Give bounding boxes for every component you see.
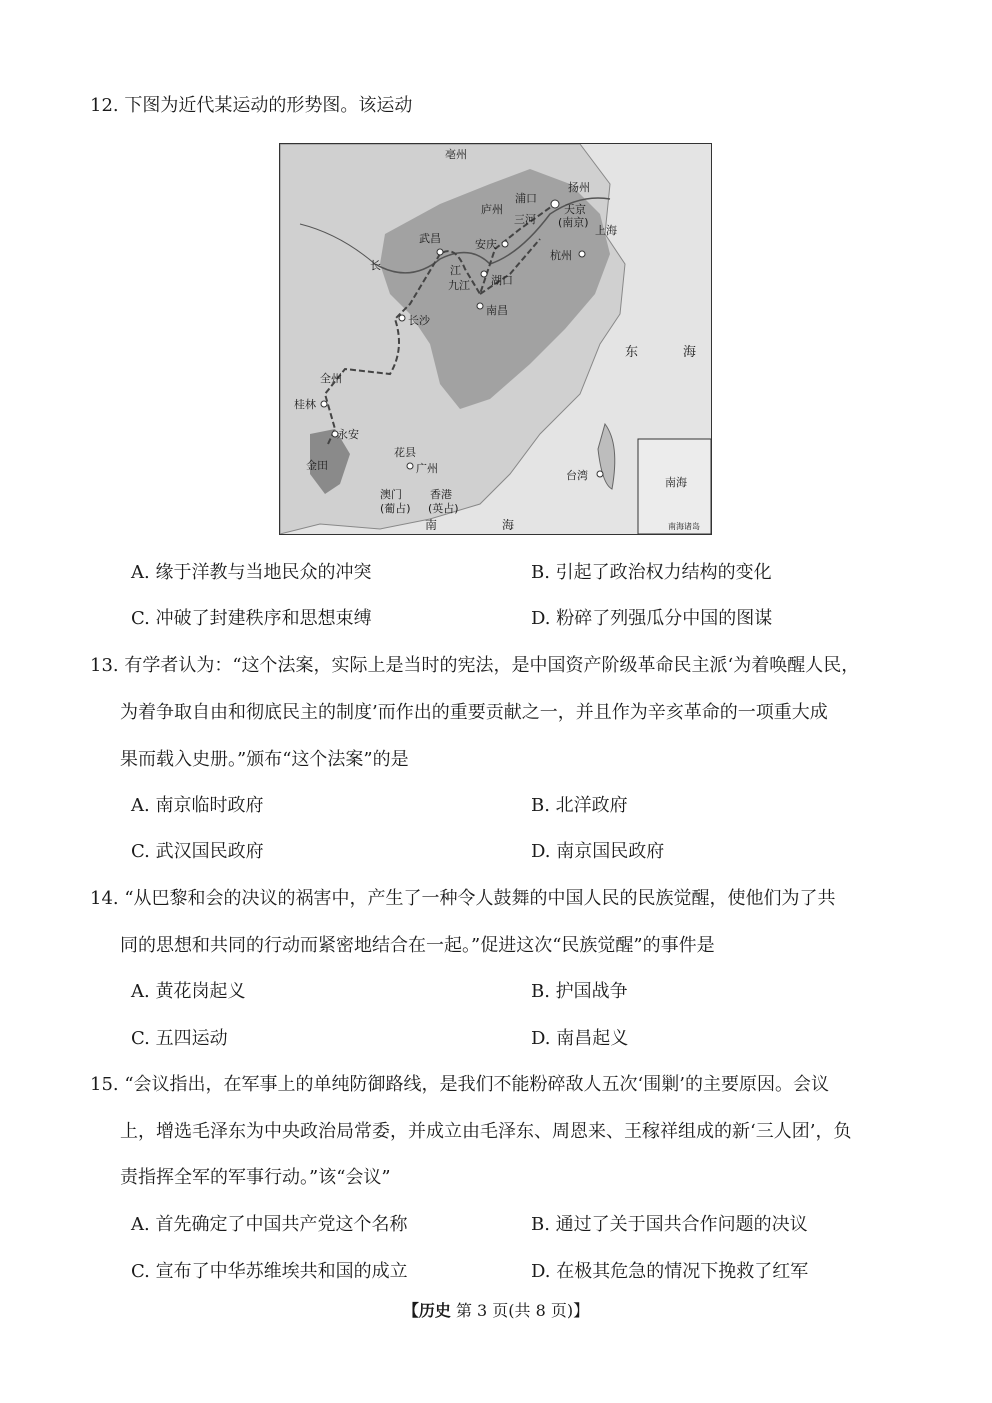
map-label: 全州 — [320, 372, 342, 385]
page-footer — [0, 1298, 992, 1321]
q12-option-b[interactable]: B. 引起了政治权力结构的变化 — [531, 562, 772, 583]
q14-option-a[interactable]: A. 黄花岗起义 — [131, 981, 246, 1002]
q12-option-a[interactable]: A. 缘于洋教与当地民众的冲突 — [131, 562, 372, 583]
map-label: 南海 — [665, 476, 687, 489]
q15-option-a[interactable]: A. 首先确定了中国共产党这个名称 — [131, 1214, 408, 1235]
map-label: 庐州 — [481, 203, 503, 216]
q13-option-b[interactable]: B. 北洋政府 — [531, 795, 628, 816]
map-label: 永安 — [337, 428, 359, 441]
q12-option-d[interactable]: D. 粉碎了列强瓜分中国的图谋 — [531, 608, 773, 629]
q15-stem-line: 15. “会议指出，在军事上的单纯防御路线，是我们不能粉碎敌人五次‘围剿’的主要原因。会议 — [90, 1074, 829, 1095]
map-label: 海 — [502, 518, 515, 532]
q14-stem-line: 14. “从巴黎和会的决议的祸害中，产生了一种令人鼓舞的中国人民的民族觉醒，使他们为了共 — [90, 888, 836, 909]
map-label: 长沙 — [408, 314, 430, 327]
q12-option-c[interactable]: C. 冲破了封建秩序和思想束缚 — [131, 608, 372, 629]
map-label: 东 — [625, 345, 639, 360]
map-label: 九江 — [448, 279, 470, 292]
q15-stem-line: 责指挥全军的军事行动。”该“会议” — [120, 1167, 391, 1188]
map-label: 广州 — [416, 462, 438, 475]
map-label: 江 — [450, 264, 461, 277]
q15-stem-line: 上，增选毛泽东为中央政治局常委，并成立由毛泽东、周恩来、王稼祥组成的新‘三人团’，负 — [120, 1121, 852, 1142]
map-label: 上海 — [595, 224, 617, 237]
map-label: 天京 — [564, 203, 586, 216]
map-label: 花县 — [394, 446, 416, 459]
movement-map — [279, 143, 712, 535]
q14-stem-line: 同的思想和共同的行动而紧密地结合在一起。”促进这次“民族觉醒”的事件是 — [120, 935, 715, 956]
map-label: 澳门 — [380, 488, 402, 501]
map-label: (葡占) — [380, 502, 411, 515]
map-label: 台湾 — [566, 469, 588, 482]
q15-option-d[interactable]: D. 在极其危急的情况下挽救了红军 — [531, 1261, 809, 1282]
map-label: 浦口 — [515, 192, 537, 205]
q14-option-c[interactable]: C. 五四运动 — [131, 1028, 228, 1049]
map-label: (南京) — [558, 216, 589, 229]
map-label: 三河 — [514, 213, 536, 226]
map-label: 长 — [370, 259, 381, 272]
footer-subject: 【历史 — [402, 1301, 451, 1320]
q13-option-c[interactable]: C. 武汉国民政府 — [131, 841, 264, 862]
map-label: 海 — [683, 345, 697, 360]
map-label: 南昌 — [486, 304, 508, 317]
footer-page-number: 第 3 页(共 8 页)】 — [455, 1301, 590, 1320]
map-label: 扬州 — [568, 181, 590, 194]
q13-option-a[interactable]: A. 南京临时政府 — [131, 795, 264, 816]
q15-option-b[interactable]: B. 通过了关于国共合作问题的决议 — [531, 1214, 808, 1235]
q13-option-d[interactable]: D. 南京国民政府 — [531, 841, 665, 862]
map-label: 武昌 — [419, 232, 441, 245]
map-label: (英占) — [428, 502, 459, 515]
q12-stem: 12. 下图为近代某运动的形势图。该运动 — [90, 95, 413, 116]
q13-stem-line: 果而载入史册。”颁布“这个法案”的是 — [120, 749, 409, 770]
map-label: 南 — [425, 518, 438, 532]
map-label: 安庆 — [475, 238, 497, 251]
q14-option-d[interactable]: D. 南昌起义 — [531, 1028, 629, 1049]
map-label: 杭州 — [550, 249, 572, 262]
map-label: 桂林 — [294, 398, 316, 411]
map-label: 南海诸岛 — [668, 522, 700, 531]
map-label: 金田 — [306, 459, 328, 472]
map-label: 香港 — [430, 488, 452, 501]
map-label: 湖口 — [491, 274, 513, 287]
q13-stem-line: 为着争取自由和彻底民主的制度’而作出的重要贡献之一，并且作为辛亥革命的一项重大成 — [120, 702, 828, 723]
q13-stem-line: 13. 有学者认为：“这个法案，实际上是当时的宪法，是中国资产阶级革命民主派‘为着唤醒人民， — [90, 655, 860, 676]
q14-option-b[interactable]: B. 护国战争 — [531, 981, 628, 1002]
map-label: 亳州 — [445, 148, 467, 161]
q15-option-c[interactable]: C. 宣布了中华苏维埃共和国的成立 — [131, 1261, 408, 1282]
